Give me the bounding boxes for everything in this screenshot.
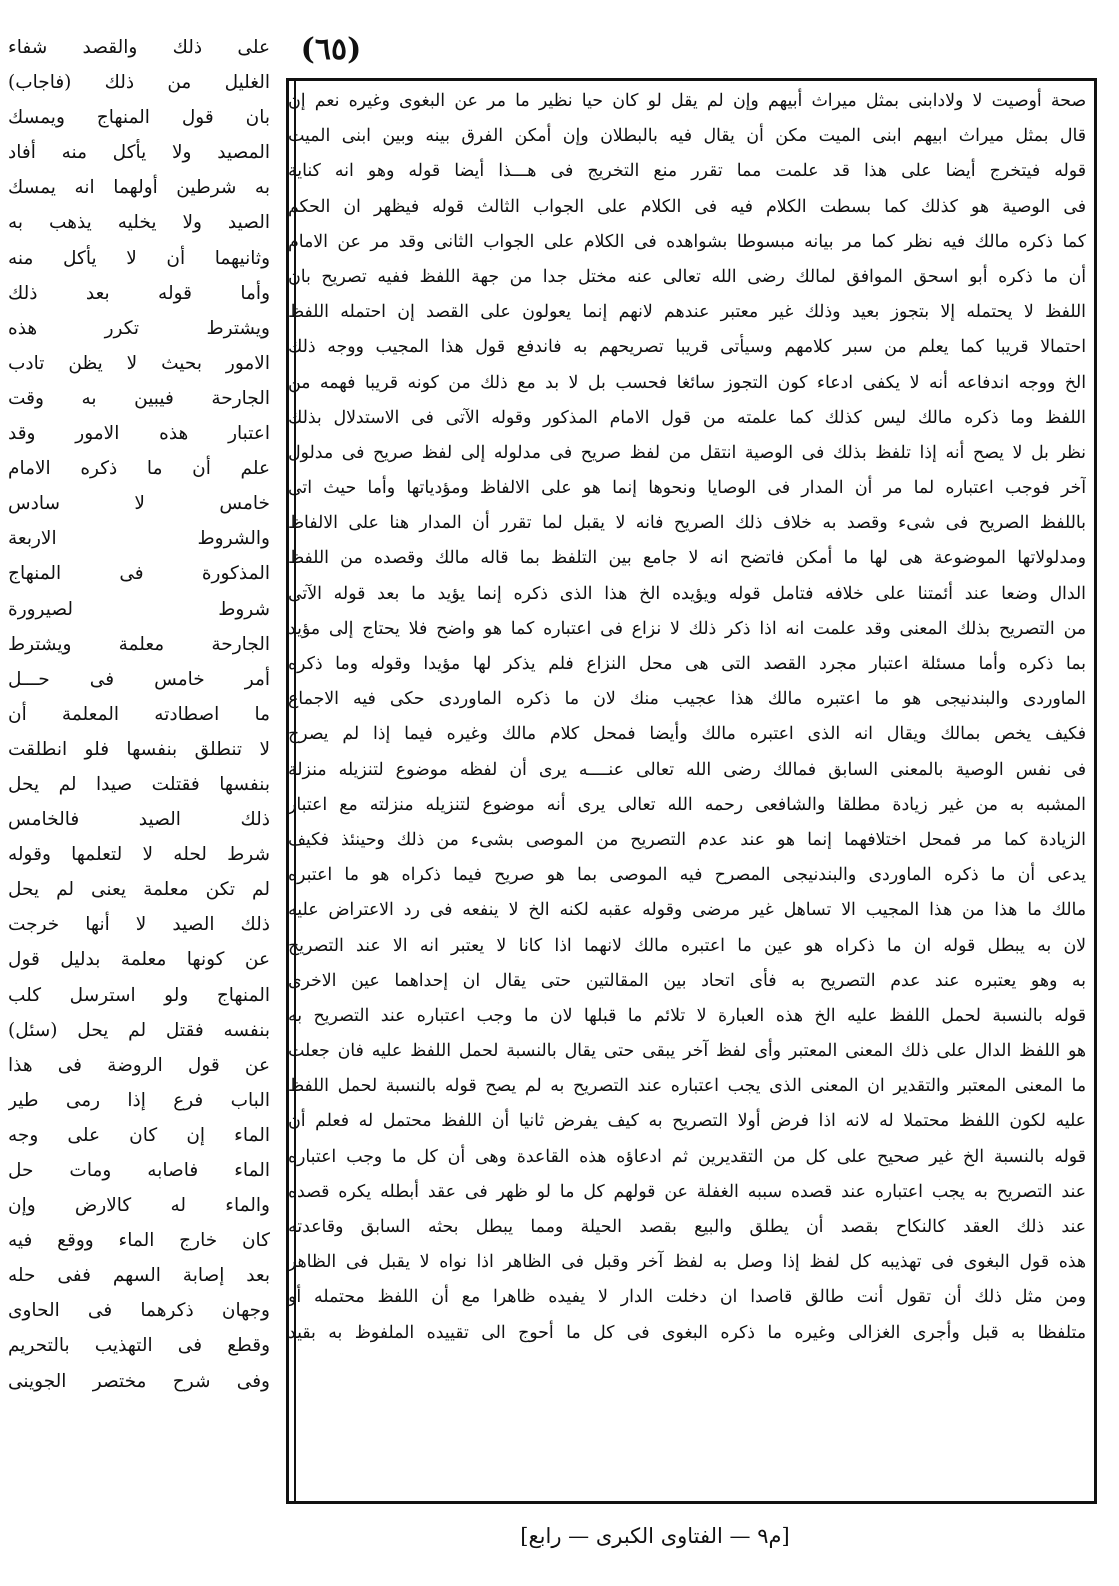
main-text-line: قال بمثل ميراث ابيهم ابنى الميت مكن أن يقال فيه بالبطلان وإن أمكن الفرق بينه وبين ابنى الميت (288, 126, 1086, 147)
marginal-text-line: المذكورة فى المنهاج (8, 563, 270, 585)
marginal-text-line: والماء له كالارض وإن (8, 1195, 270, 1217)
main-text-line: احتمالا قريبا كما يعلم من سبر كلامهم وسيأتى قريبا تصريحهم به فاندفع قول هذا المجيب ووجه ذلك (288, 337, 1086, 358)
marginal-text-line: بنفسه فقتل لم يحل (سئل) (8, 1019, 270, 1041)
main-text-line: هذه قول البغوى فى تهذيبه كل لفظ إذا وصل به لفظ آخر وقبل فى الظاهر اذا نواه لا يقبل فى الظاهر (288, 1252, 1086, 1273)
main-text-line: بما ذكره وأما مسئلة اعتبار مجرد القصد التى هى محل النزاع فلم يذكر لها مؤيدا وقوله وما ذكره (288, 654, 1086, 674)
marginal-text-line: وثانيهما أن لا يأكل منه (8, 247, 270, 269)
marginal-text-line: ذلك الصيد لا أنها خرجت (8, 914, 270, 936)
marginal-text-line: على ذلك والقصد شفاء (8, 37, 270, 58)
marginal-text-line: كان خارج الماء ووقع فيه (8, 1230, 270, 1252)
marginal-text-line: عن قول الروضة فى هذا (8, 1054, 270, 1076)
main-text-line: عند التصريح به يجب اعتباره عند قصده سببه الغفلة عن قولهم كل ما لو ظهر فى عقد أبطله يكره قصده (288, 1181, 1086, 1202)
marginal-text-line: لم تكن معلمة يعنى لم يحل (8, 879, 270, 901)
marginal-text-line: بنفسها فقتلت صيدا لم يحل (8, 773, 270, 795)
main-text-line: عند ذلك العقد كالنكاح بقصد أن يطلق والبيع بقصد الحيلة ومما يبطل بحثه السابق وقاعدته (288, 1217, 1086, 1237)
marginal-text-line: ذلك الصيد فالخامس (8, 809, 270, 831)
marginal-text-line: الماء إن كان على وجه (8, 1124, 270, 1146)
marginal-text-line: الماء فاصابه ومات حل (8, 1160, 270, 1181)
marginal-text-line: أمر خامس فى حـــل (8, 668, 270, 690)
main-text-line: من التصريح بذلك المعنى وقد علمت انه اذا ذكر ذلك لا نزاع فى اعتباره كما هو واضح فلا يحتاج إلى مؤيد (288, 618, 1086, 639)
page-footer: [م٩ — الفتاوى الكبرى — رابع] (520, 1524, 790, 1548)
marginal-text-line: شرط لحله لا لتعلمها وقوله (8, 844, 270, 866)
main-text-line: قوله فيتخرج أيضا على هذا قد علمت مما تقرر منع التخريج فى هـــذا أيضا قوله وهو انه كناية (288, 161, 1086, 182)
main-text-line: آخر فوجب اعتباره لما مر أن المدار فى الوصايا ونحوها إنما هو على الالفاظ ومؤدياتها وأما حيث اتى (288, 478, 1086, 499)
marginal-text-line: وأما قوله بعد ذلك (8, 282, 270, 304)
marginal-text-line: ويشترط تكرر هذه (8, 317, 270, 339)
main-text-line: مالك ما هذا من هذا المجيب الا تساهل غير مرضى وقوله عقبه لكنه الخ لا ينفعه فى رد الاعتراض عليه (288, 900, 1086, 921)
main-text-line: اللفظ لا يحتمله إلا بتجوز بعيد وذلك غير معتبر عندهم لانهم إنما يعولون على القصد إن احتمله اللفظ (288, 302, 1086, 323)
main-text-line: الماوردى والبندنيجى هو ما اعتبره مالك هذا عجيب منك لان ما ذكره الماوردى حكى فيه الاجماع (288, 689, 1086, 710)
main-text-line: كما ذكره مالك فيه نظر كما مر بيانه مبسوطا بشواهده فى الكلام على الجواب الثانى وقد مر عن الامام (288, 231, 1086, 252)
page-number: (٦٥) (300, 32, 362, 67)
marginal-text-line: الجارحة معلمة ويشترط (8, 633, 270, 655)
marginal-text-line: ما اصطادته المعلمة أن (8, 703, 270, 725)
marginal-text-line: وجهان ذكرهما فى الحاوى (8, 1300, 270, 1322)
main-text-line: الخ ووجه اندفاعه أنه لا يكفى ادعاء كون التجوز سائغا فحسب بل لا بد مع ذلك من كونه قريبا فهمه من (288, 372, 1086, 393)
marginal-text-line: عن كونها معلمة بدليل قول (8, 949, 270, 971)
main-text-line: فى الوصية هو كذلك كما بسطت الكلام فيه فى الكلام على الجواب الثالث قوله فيظهر ان الحكم (288, 196, 1086, 217)
marginal-text-line: بان قول المنهاج ويمسك (8, 107, 270, 129)
marginal-text-line: اعتبار هذه الامور وقد (8, 423, 270, 445)
main-text-line: قوله بالنسبة لحمل اللفظ عليه الخ هذه العبارة لا تلائم ما قبلها لان ما وجب اعتباره عند التصريح به (288, 1005, 1086, 1026)
main-text-line: فى نفس الوصية بالمعنى السابق فمالك رضى الله تعالى عنــــه يرى أن لفظه موضوع لتنزيله منزلة (288, 759, 1086, 780)
main-text-line: الزيادة كما مر فمحل اختلافهما إنما هو عند عدم التصريح من الموصى بشىء من ذلك وحينئذ فكيف (288, 829, 1086, 850)
main-text-line: هو اللفظ الدال على ذلك المعنى المعتبر وأى لفظ آخر يبقى حتى يقال بالنسبة لحمل اللفظ عليه فان جعلت (288, 1041, 1086, 1062)
marginal-text-line: الباب فرع إذا رمى طير (8, 1089, 270, 1111)
marginal-text-line: الجارحة فيبين به وقت (8, 387, 270, 409)
marginal-text-line: الغليل من ذلك (فاجاب) (8, 72, 270, 94)
marginal-text-line: وفى شرح مختصر الجوينى (8, 1370, 270, 1392)
main-text-line: ومن مثل ذلك أن تقول أنت طالق قاصدا ان دخلت الدار لا يفيده ظاهرا مع أن اللفظ محتمله أو (288, 1287, 1086, 1308)
main-text-line: ما المعنى المعتبر والتقدير ان المعنى الذى يجب اعتباره عند التصريح به لم يصح قوله بالنسبة لحمل اللفظ (288, 1076, 1086, 1097)
marginal-text-column (8, 30, 270, 1470)
main-text-line: به وهو يعتبره عند عدم التصريح به فأى اتحاد بين المقالتين حتى يقال ان إحداهما عين الاخرى (288, 970, 1086, 991)
marginal-text-line: لا تنطلق بنفسها فلو انطلقت (8, 738, 270, 760)
marginal-text-line: وقطع فى التهذيب بالتحريم (8, 1335, 270, 1357)
main-text-line: عليه لكون اللفظ محتملا له لانه اذا فرض أولا التصريح به كيف يفرض ثانيا أن اللفظ محتمل له فعلم أن (288, 1111, 1086, 1132)
marginal-text-line: الامور بحيث لا يظن تادب (8, 352, 270, 374)
main-text-line: قوله بالنسبة الخ غير صحيح على كل من التقديرين ثم ادعاؤه هذه القاعدة وهى أن كل ما وجب اعتباره (288, 1146, 1086, 1167)
main-text-line: لان به يبطل قوله ان ما ذكراه هو عين ما اعتبره مالك لانهما اذا كانا لا يعتبر انه الا عند التصريح (288, 935, 1086, 956)
main-text-line: يدعى أن ما ذكره الماوردى والبندنيجى المصرح فيه الموصى بما هو صريح فيما ذكراه هو ما اعتبره (288, 865, 1086, 886)
main-text-line: باللفظ الصريح فى شىء وقصد به خلاف ذلك الصريح فانه لا يقبل لما تقرر أن المدار هنا على الالفاظ (288, 513, 1086, 534)
main-text-line: أن ما ذكره أبو اسحق الموافق لمالك رضى الله تعالى عنه مختل جدا من جهة اللفظ ففيه تصريح بان (288, 266, 1086, 287)
marginal-text-line: علم أن ما ذكره الامام (8, 458, 270, 480)
main-text-line: متلفظا به قبل وأجرى الغزالى وغيره ما ذكره البغوى فى كل ما أحوج الى تقييده الملفوظ به بقيد (288, 1322, 1086, 1343)
main-text-column (288, 84, 1086, 1494)
main-text-line: الدال وضعا عند أئمتنا على خلافه فتامل قوله ويؤيده الخ هذا الذى ذكره إنما يؤيد ما بعد قوله الآتى (288, 583, 1086, 604)
main-text-line: المشبه به من غير زيادة مطلقا والشافعى رحمه الله تعالى يرى أنه موضوع لتنزيله منزلته مع اعتبار (288, 794, 1086, 815)
marginal-text-line: الصيد ولا يخليه يذهب به (8, 212, 270, 234)
main-text-line: نظر بل لا يصح أنه إذا تلفظ بذلك فى الوصية انتقل من لفظ صريح فى مدلوله إلى لفظ صريح فى مدلول (288, 442, 1086, 463)
marginal-text-line: المنهاج ولو استرسل كلب (8, 984, 270, 1006)
main-text-line: فكيف يخص بمالك ويقال انه الذى اعتبره مالك وأيضا فمحل كلام مالك وغيره فيما إذا لم يصرح (288, 724, 1086, 745)
main-text-line: ومدلولاتها الموضوعة هى لها ما أمكن فاتضح انه لا جامع بين التلفظ بما قاله مالك وقصده من اللفظ (288, 548, 1086, 569)
marginal-text-line: خامس لا سادس (8, 493, 270, 515)
marginal-text-line: به شرطين أولهما انه يمسك (8, 177, 270, 199)
marginal-text-line: بعد إصابة السهم ففى حله (8, 1265, 270, 1287)
main-text-line: اللفظ وما ذكره مالك ليس كذلك كما علمته من قول الامام المذكور وقوله الآتى فى الاستدلال بذلك (288, 407, 1086, 428)
main-text-line: صحة أوصيت لا ولادابنى بمثل ميراث أبيهم وإن لم يقل لو كان حيا نظير ما مر عن البغوى وغيره نعم إن (288, 91, 1086, 111)
marginal-text-line: شروط لصيرورة (8, 598, 270, 620)
marginal-text-line: والشروط الاربعة (8, 528, 270, 550)
marginal-text-line: المصيد ولا يأكل منه أفاد (8, 142, 270, 164)
